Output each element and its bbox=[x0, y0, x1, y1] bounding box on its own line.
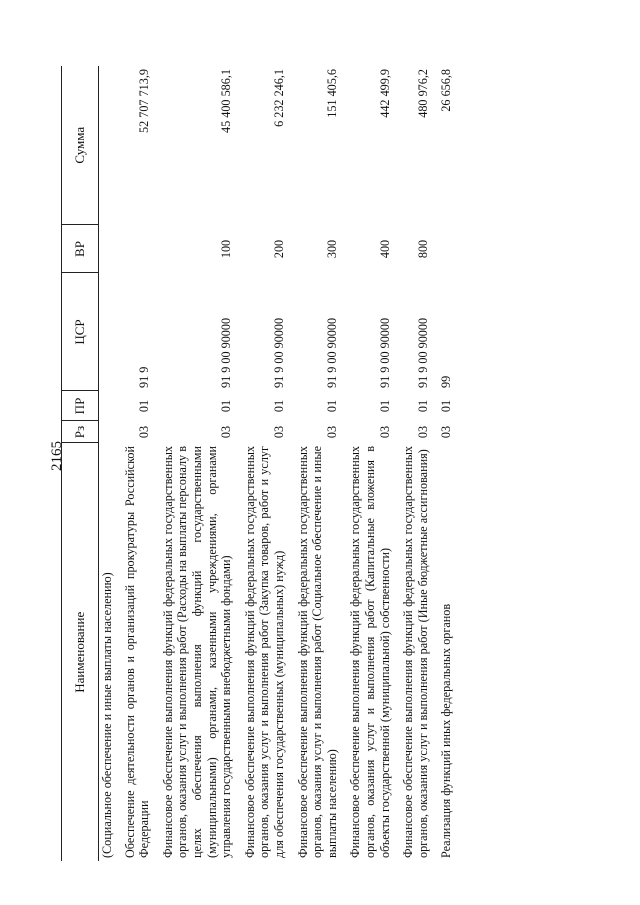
row-sum: 480 976,2 bbox=[415, 69, 430, 118]
table-row bbox=[241, 66, 294, 861]
table-row bbox=[294, 66, 347, 861]
row-rz: 03 bbox=[324, 425, 339, 439]
row-rz: 03 bbox=[219, 425, 234, 439]
row-sum bbox=[99, 66, 121, 225]
row-name: Реализация функций иных федеральных органов bbox=[439, 603, 454, 858]
row-sum: 26 656,8 bbox=[439, 69, 454, 112]
row-name: Финансовое обеспечение выполнения функций федеральных государственных органов, оказания услуг и выполнения работ (Иные бюджетные ассигнования) bbox=[401, 446, 430, 858]
row-sum: 151 405,6 bbox=[324, 69, 339, 118]
header-name: Наименование bbox=[62, 443, 99, 861]
row-sum: 442 499,9 bbox=[377, 69, 392, 118]
header-pr: ПР bbox=[62, 391, 99, 421]
row-name: Финансовое обеспечение выполнения функций федеральных государственных органов, оказания услуг и выполнения работ (Капитальные вложения в объекты государственной (муниципальной) собственности) bbox=[348, 446, 392, 858]
row-rz: 03 bbox=[271, 425, 286, 439]
row-rz: 03 bbox=[439, 425, 454, 439]
row-rz: 03 bbox=[137, 425, 152, 439]
row-name: Финансовое обеспечение выполнения функций федеральных государственных органов, оказания услуг и выполнения работ (Социальное обеспечение и иные выплаты населению) bbox=[295, 446, 339, 858]
row-pr: 01 bbox=[137, 399, 152, 413]
header-csr: ЦСР bbox=[62, 273, 99, 391]
budget-table bbox=[61, 66, 461, 861]
row-csr bbox=[99, 273, 121, 391]
row-pr bbox=[99, 391, 121, 421]
header-sum: Сумма bbox=[62, 66, 99, 225]
header-vr: ВР bbox=[62, 225, 99, 273]
row-sum: 6 232 246,1 bbox=[271, 69, 286, 127]
row-pr: 01 bbox=[415, 399, 430, 413]
row-csr: 91 9 00 90000 bbox=[324, 317, 339, 388]
table-header-row bbox=[62, 66, 99, 861]
table-row bbox=[437, 66, 461, 861]
table-row bbox=[346, 66, 399, 861]
row-vr: 100 bbox=[219, 239, 234, 259]
page-number: 2165 bbox=[49, 441, 65, 471]
row-pr: 01 bbox=[219, 399, 234, 413]
row-name: Финансовое обеспечение выполнения функций федеральных государственных органов, оказания услуг и выполнения работ (Расходы на выплаты персоналу в целях обеспечения выполнения функций государственными (муниципальными) органами, казенными учреждениями, органами управления государственными внебюджетными фондами) bbox=[160, 446, 234, 858]
row-vr bbox=[121, 225, 159, 273]
header-rz: Рз bbox=[62, 421, 99, 443]
row-sum: 45 400 586,1 bbox=[219, 69, 234, 133]
row-csr: 99 bbox=[439, 375, 454, 388]
row-name: Финансовое обеспечение выполнения функций федеральных государственных органов, оказания услуг и выполнения работ (Закупка товаров, работ и услуг для обеспечения государственных (муниципальных) нужд) bbox=[242, 446, 286, 858]
row-name: Обеспечение деятельности органов и организаций прокуратуры Российской Федерации bbox=[122, 446, 152, 858]
row-name: (Социальное обеспечение и иные выплаты населению) bbox=[100, 572, 114, 858]
row-vr bbox=[437, 225, 461, 273]
row-vr: 800 bbox=[415, 239, 430, 259]
row-pr: 01 bbox=[377, 399, 392, 413]
row-vr bbox=[99, 225, 121, 273]
row-pr: 01 bbox=[439, 399, 454, 413]
row-csr: 91 9 00 90000 bbox=[377, 317, 392, 388]
row-vr: 400 bbox=[377, 239, 392, 259]
table-row bbox=[99, 66, 121, 861]
row-vr: 300 bbox=[324, 239, 339, 259]
row-rz: 03 bbox=[377, 425, 392, 439]
table-row bbox=[399, 66, 437, 861]
row-pr: 01 bbox=[271, 399, 286, 413]
row-csr: 91 9 bbox=[137, 366, 152, 388]
row-vr: 200 bbox=[271, 239, 286, 259]
row-rz bbox=[99, 421, 121, 443]
row-csr: 91 9 00 90000 bbox=[415, 317, 430, 388]
row-csr: 91 9 00 90000 bbox=[271, 317, 286, 388]
row-pr: 01 bbox=[324, 399, 339, 413]
row-csr: 91 9 00 90000 bbox=[219, 317, 234, 388]
row-rz: 03 bbox=[415, 425, 430, 439]
table-row bbox=[121, 66, 159, 861]
row-sum: 52 707 713,9 bbox=[137, 69, 152, 133]
table-row bbox=[159, 66, 241, 861]
